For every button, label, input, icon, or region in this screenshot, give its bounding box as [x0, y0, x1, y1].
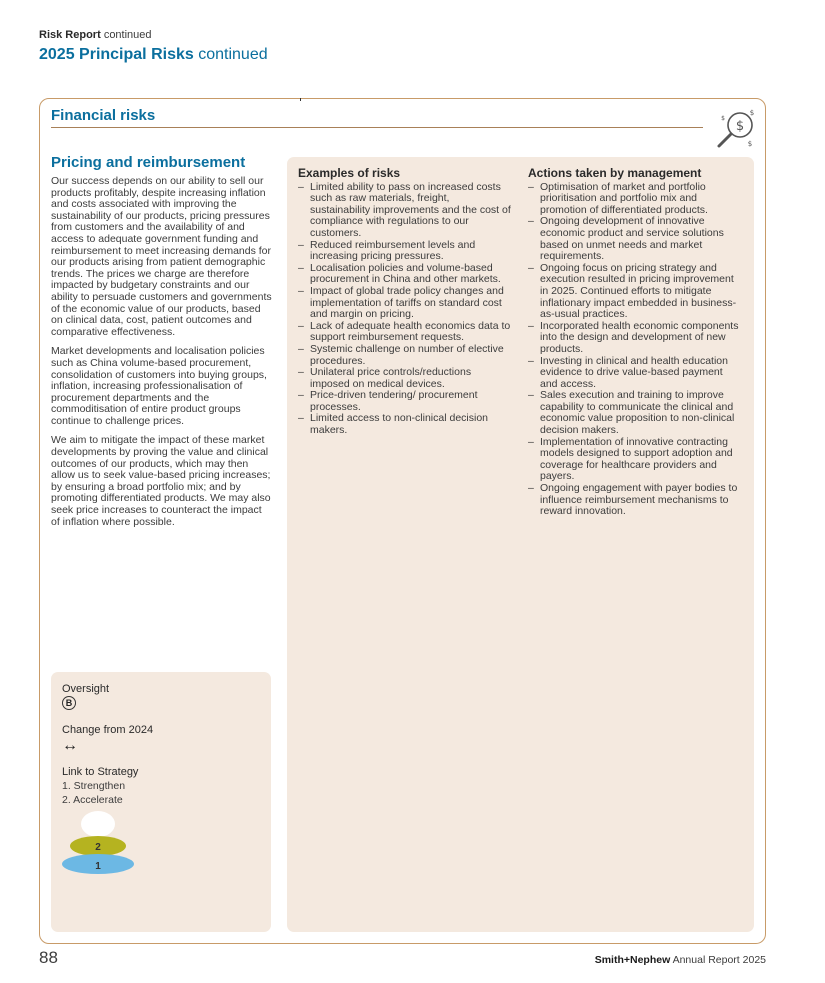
examples-heading: Examples of risks	[298, 166, 401, 180]
svg-text:$: $	[721, 115, 725, 122]
list-item: – Limited ability to pass on increased costs such as raw materials, freight, sustainability improvements and the cost of compliance with regulations to our customers.	[298, 180, 511, 239]
list-item: – Price-driven tendering/ procurement processes.	[298, 389, 478, 413]
page-number: 88	[39, 948, 58, 967]
frame-dot	[300, 98, 301, 101]
brand-name: Smith+Nephew	[594, 954, 671, 966]
section-continued: continued	[103, 29, 152, 41]
strategy-item: 2. Accelerate	[62, 794, 123, 806]
list-item: – Incorporated health economic components into the design and development of new products.	[528, 319, 739, 355]
svg-text:$: $	[735, 119, 745, 134]
list-item: – Ongoing focus on pricing strategy and execution resulted in pricing improvement in 2025. Continued efforts to mitigate inflationary impact embedded in business-as-usual practices.	[528, 261, 737, 321]
list-item: – Unilateral price controls/reductions imposed on medical devices.	[298, 366, 472, 390]
strategy-label: Link to Strategy	[62, 766, 139, 778]
svg-text:$: $	[747, 140, 753, 148]
page-title	[39, 46, 268, 64]
section-header	[39, 29, 152, 41]
oversight-badge: B	[62, 696, 76, 710]
list-item: – Limited access to non-clinical decision makers.	[298, 412, 489, 437]
list-item: – Sales execution and training to improve capability to communicate the clinical and economic value proposition to non-clinical decision makers.	[528, 389, 735, 437]
list-item: – Lack of adequate health economics data to support reimbursement requests.	[298, 319, 511, 344]
svg-text:$: $	[749, 109, 755, 117]
actions-column	[528, 168, 742, 518]
stone-label: 1	[95, 861, 101, 872]
oversight-label: Oversight	[62, 683, 110, 695]
change-label: Change from 2024	[62, 724, 154, 736]
list-item: – Systemic challenge on number of elective procedures.	[298, 342, 504, 367]
page-title-main: 2025 Principal Risks	[39, 46, 194, 63]
actions-list	[528, 182, 742, 518]
category-title: Financial risks	[51, 107, 156, 124]
strategy-item: 1. Strengthen	[62, 780, 126, 792]
risk-paragraph: Market developments and localisation policies such as China volume-based procurement, consolidation of customers into buying groups, inflation, increasing professionalisation of procurement departments and the commoditisation of entire product groups continue to challenge prices.	[51, 345, 267, 427]
risk-description	[51, 176, 273, 536]
category-rule	[51, 127, 703, 128]
examples-list	[298, 182, 512, 437]
risk-title: Pricing and reimbursement	[51, 154, 246, 171]
risk-paragraph: We aim to mitigate the impact of these market developments by proving the value and clinical outcomes of our products, which may then allow us to seek value-based pricing increases; by ensuring a broad portfolio mix; and by promoting differentiated products. We may also seek price increases to counteract the impact of inflation where possible.	[51, 434, 271, 528]
risk-paragraph: Our success depends on our ability to sell our products profitably, despite increasing inflation and costs associated with improving the sustainability of our products, pricing pressures from customers and the availability of and access to adequate government funding and reimbursement to meet increasing demands for our products arising from patient demographic trends. The prices we charge are therefore impacted by budgetary constraints and our ability to persuade customers and governments of the economic value of our products, based on clinical data, cost, patient outcomes and comparative effectiveness.	[51, 175, 272, 338]
strategy-stones-icon	[60, 808, 140, 878]
examples-column	[298, 168, 512, 437]
left-right-arrow-icon: ↔	[62, 737, 78, 754]
report-name: Annual Report 2025	[672, 954, 766, 966]
list-item: – Localisation policies and volume-based procurement in China and other markets.	[298, 261, 501, 286]
page-title-continued: continued	[198, 46, 268, 63]
list-item: – Optimisation of market and portfolio prioritisation and portfolio mix and promotion of differentiated products.	[528, 180, 708, 216]
stone-top	[81, 811, 115, 837]
stone-label: 2	[95, 842, 101, 853]
list-item: – Reduced reimbursement levels and increasing pricing pressures.	[298, 238, 476, 263]
list-item: – Implementation of innovative contracting models designed to support adoption and coverage for healthcare providers and payers.	[528, 435, 733, 483]
actions-heading: Actions taken by management	[528, 166, 702, 180]
magnifier-dollar-icon	[713, 108, 757, 150]
list-item: – Impact of global trade policy changes and implementation of tariffs on standard cost and margin on pricing.	[298, 284, 504, 321]
list-item: – Ongoing engagement with payer bodies to influence reimbursement mechanisms to reward innovation.	[528, 482, 738, 518]
section-name: Risk Report	[39, 29, 101, 41]
list-item: – Investing in clinical and health education evidence to drive value-based payment and access.	[528, 354, 728, 390]
footer-brand	[595, 954, 766, 966]
list-item: – Ongoing development of innovative economic product and service solutions based on unmet needs and market requirements.	[528, 215, 724, 263]
